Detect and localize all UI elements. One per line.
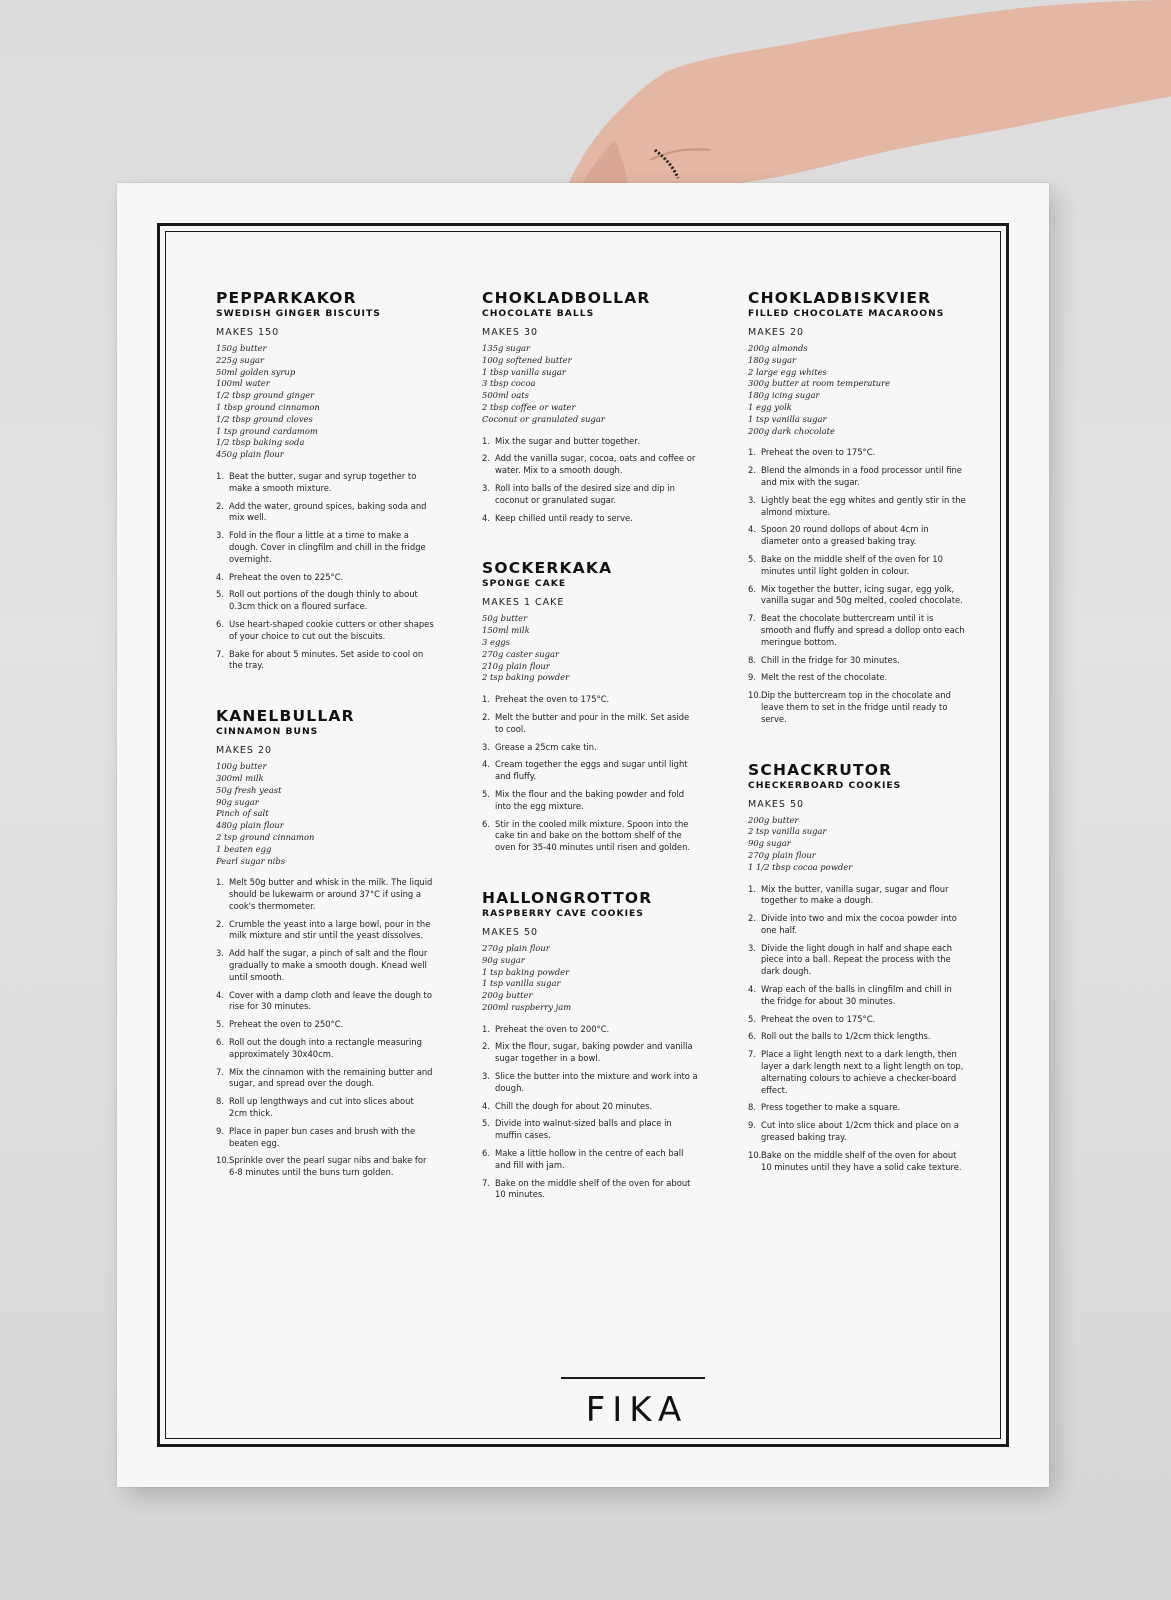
ingredient-item: 2 large egg whites	[748, 366, 827, 377]
recipe-title: PEPPARKAKOR	[216, 289, 357, 307]
recipe-block	[216, 290, 434, 672]
ingredient-item: 200ml raspberry jam	[482, 1001, 572, 1012]
step-item	[748, 613, 966, 648]
step-item	[748, 690, 966, 725]
step-number: 3.	[482, 1071, 490, 1082]
step-number: 7.	[748, 1049, 756, 1060]
step-item	[748, 1102, 966, 1114]
step-number: 10.	[748, 1149, 762, 1160]
ingredient-item: Pearl sugar nibs	[216, 855, 285, 866]
step-item	[748, 655, 966, 667]
ingredient-item: 1 tsp vanilla sugar	[748, 413, 827, 424]
step-text: Dip the buttercream top in the chocolate and leave them to set in the fridge until ready to serve.	[761, 690, 951, 724]
step-number: 4.	[748, 984, 756, 995]
ingredient-item: 50g fresh yeast	[216, 784, 282, 795]
step-text: Divide into two and mix the cocoa powder into one half.	[761, 913, 957, 935]
step-text: Grease a 25cm cake tin.	[495, 741, 597, 752]
step-text: Mix the flour and the baking powder and fold into the egg mixture.	[495, 788, 685, 811]
ingredient-item: 270g plain flour	[482, 942, 550, 953]
step-text: Cover with a damp cloth and leave the dough to rise for 30 minutes.	[229, 989, 432, 1012]
step-item	[482, 759, 700, 783]
step-item	[748, 672, 966, 684]
step-item	[482, 453, 700, 477]
step-text: Lightly beat the egg whites and gently stir in the almond mixture.	[761, 494, 966, 517]
step-number: 5.	[748, 553, 756, 564]
step-item	[482, 1148, 700, 1172]
ingredient-item: 1 tsp baking powder	[482, 966, 570, 977]
step-item	[482, 712, 700, 736]
step-item	[748, 1014, 966, 1026]
step-item	[216, 1126, 434, 1150]
recipe-yield: MAKES 50	[482, 926, 539, 938]
step-number: 1.	[482, 1023, 490, 1034]
ingredient-item: 1/2 tbsp ground ginger	[216, 390, 315, 401]
ingredient-list	[216, 343, 434, 461]
step-text: Spoon 20 round dollops of about 4cm in diameter onto a greased baking tray.	[761, 524, 929, 547]
step-number: 8.	[748, 1102, 756, 1113]
recipe-title: HALLONGROTTOR	[482, 888, 653, 907]
ingredient-item: 450g plain flour	[216, 449, 284, 460]
step-number: 3.	[748, 494, 756, 505]
step-number: 2.	[482, 711, 490, 722]
step-item	[482, 789, 700, 813]
ingredient-item: 300g butter at room temperature	[748, 378, 891, 389]
step-number: 7.	[482, 1177, 490, 1188]
recipe-yield: MAKES 150	[216, 327, 280, 338]
ingredient-item: 200g dark chocolate	[748, 425, 835, 436]
step-item	[482, 819, 700, 854]
step-text: Place a light length next to a dark length, then layer a dark length next to a light length on top, alternating colours to achieve a checker-board effect.	[761, 1049, 964, 1095]
ingredient-item: 1/2 tbsp baking soda	[216, 437, 305, 448]
ingredient-list	[216, 761, 434, 867]
step-list	[482, 1024, 700, 1202]
ingredient-list	[482, 943, 700, 1014]
ingredient-item: 135g sugar	[482, 343, 531, 353]
step-item	[482, 742, 700, 754]
step-number: 4.	[482, 512, 490, 523]
recipe-block	[482, 890, 700, 1201]
ingredient-item: Pinch of salt	[216, 808, 269, 819]
ingredient-item: 100ml water	[216, 378, 270, 389]
step-item	[216, 948, 434, 983]
ingredient-item: 180g icing sugar	[748, 390, 820, 401]
ingredient-item: 100g softened butter	[482, 354, 572, 365]
step-number: 3.	[482, 482, 490, 493]
step-number: 1.	[748, 447, 756, 458]
step-item	[748, 524, 966, 548]
step-number: 7.	[748, 613, 756, 624]
ingredient-list	[748, 343, 966, 437]
step-list	[482, 694, 700, 854]
recipe-block	[216, 708, 434, 1179]
step-item	[748, 884, 966, 908]
step-item	[216, 572, 434, 584]
step-text: Roll up lengthways and cut into slices about 2cm thick.	[229, 1096, 414, 1119]
step-list	[482, 436, 700, 525]
step-number: 4.	[216, 989, 224, 1000]
step-item	[482, 1101, 700, 1113]
step-number: 2.	[482, 1041, 490, 1052]
recipe-subtitle: RASPBERRY CAVE COOKIES	[482, 907, 644, 919]
ingredient-item: 1 tsp ground cardamom	[216, 425, 318, 436]
step-text: Preheat the oven to 175°C.	[761, 447, 876, 458]
step-text: Bake for about 5 minutes. Set aside to cool on the tray.	[229, 648, 424, 671]
step-number: 6.	[748, 583, 756, 594]
step-item	[216, 501, 434, 525]
recipe-block	[482, 560, 700, 854]
step-number: 8.	[216, 1096, 224, 1107]
recipe-subtitle: CHOCOLATE BALLS	[482, 308, 595, 319]
step-item	[216, 877, 434, 912]
step-text: Mix together the butter, icing sugar, egg yolk, vanilla sugar and 50g melted, cooled chocolate.	[761, 583, 963, 606]
step-list	[748, 447, 966, 725]
step-item	[216, 649, 434, 673]
step-text: Roll into balls of the desired size and dip in coconut or granulated sugar.	[495, 482, 675, 505]
step-text: Press together to make a square.	[761, 1102, 901, 1113]
ingredient-list	[482, 343, 700, 426]
step-number: 6.	[748, 1031, 756, 1042]
recipe-title: SCHACKRUTOR	[748, 760, 893, 779]
step-text: Slice the butter into the mixture and work into a dough.	[495, 1071, 698, 1093]
step-text: Roll out the balls to 1/2cm thick lengths.	[761, 1031, 931, 1042]
recipe-title: CHOKLADBISKVIER	[748, 289, 932, 307]
step-text: Crumble the yeast into a large bowl, pour in the milk mixture and stir until the yeast dissolves.	[229, 918, 431, 941]
step-item	[216, 1155, 434, 1179]
step-number: 1.	[748, 883, 756, 894]
recipe-subtitle: CINNAMON BUNS	[216, 726, 319, 738]
step-number: 5.	[216, 1019, 224, 1030]
step-item	[748, 447, 966, 459]
ingredient-item: 2 tsp baking powder	[482, 672, 570, 683]
recipe-yield: MAKES 30	[482, 327, 539, 338]
step-item	[748, 495, 966, 519]
step-text: Bake on the middle shelf of the oven for about 10 minutes.	[495, 1177, 691, 1200]
ingredient-item: 3 eggs	[482, 636, 510, 647]
poster-title: FIKA	[585, 1390, 689, 1430]
recipe-column-3	[748, 290, 966, 1209]
step-item	[216, 919, 434, 943]
step-item	[482, 1071, 700, 1095]
ingredient-item: 300ml milk	[216, 772, 264, 783]
recipe-title: CHOKLADBOLLAR	[482, 289, 651, 307]
step-text: Blend the almonds in a food processor until fine and mix with the sugar.	[761, 465, 962, 487]
ingredient-item: 3 tbsp cocoa	[482, 378, 536, 389]
ingredient-item: Coconut or granulated sugar	[482, 413, 605, 424]
step-number: 6.	[482, 1148, 490, 1159]
step-number: 1.	[216, 877, 224, 888]
step-item	[748, 584, 966, 608]
step-text: Place in paper bun cases and brush with the beaten egg.	[229, 1125, 416, 1148]
step-item	[216, 471, 434, 495]
step-text: Use heart-shaped cookie cutters or other shapes of your choice to cut out the biscuits.	[229, 618, 434, 641]
step-text: Keep chilled until ready to serve.	[495, 512, 633, 523]
step-number: 1.	[482, 694, 490, 705]
step-text: Mix the sugar and butter together.	[495, 435, 640, 446]
step-item	[216, 990, 434, 1014]
step-text: Mix the cinnamon with the remaining butter and sugar, and spread over the dough.	[229, 1066, 433, 1089]
step-number: 9.	[216, 1125, 224, 1136]
step-text: Preheat the oven to 175°C.	[495, 694, 610, 705]
step-number: 2.	[216, 500, 224, 511]
step-text: Add the water, ground spices, baking soda and mix well.	[229, 500, 427, 523]
step-text: Bake on the middle shelf of the oven for about 10 minutes until they have a solid cake texture.	[761, 1149, 962, 1172]
step-number: 5.	[482, 788, 490, 799]
step-item	[748, 1049, 966, 1096]
step-item	[748, 1031, 966, 1043]
step-item	[482, 513, 700, 525]
step-item	[216, 619, 434, 643]
step-text: Preheat the oven to 250°C.	[229, 1019, 344, 1030]
step-number: 2.	[482, 453, 490, 464]
recipe-yield: MAKES 20	[216, 745, 273, 757]
ingredient-item: 100g butter	[216, 761, 267, 772]
recipe-subtitle: SPONGE CAKE	[482, 578, 567, 590]
step-number: 6.	[482, 818, 490, 829]
ingredient-item: 200g almonds	[748, 343, 808, 353]
recipe-poster	[117, 183, 1049, 1487]
ingredient-item: 180g sugar	[748, 354, 797, 365]
step-text: Chill in the fridge for 30 minutes.	[761, 654, 900, 665]
step-text: Divide into walnut-sized balls and place in muffin cases.	[495, 1118, 672, 1141]
ingredient-item: 210g plain flour	[482, 660, 550, 671]
recipe-block	[748, 762, 966, 1174]
ingredient-item: 1 tbsp ground cinnamon	[216, 401, 320, 412]
step-number: 1.	[482, 435, 490, 446]
recipe-title: SOCKERKAKA	[482, 559, 613, 578]
ingredient-item: 50g butter	[482, 613, 528, 624]
step-text: Wrap each of the balls in clingfilm and chill in the fridge for about 30 minutes.	[761, 984, 952, 1006]
poster-frame-inner	[165, 231, 1001, 1439]
step-text: Roll out the dough into a rectangle measuring approximately 30x40cm.	[229, 1037, 422, 1059]
ingredient-list	[748, 815, 966, 874]
step-number: 4.	[748, 524, 756, 535]
step-item	[482, 1178, 700, 1202]
step-number: 9.	[748, 672, 756, 683]
ingredient-item: 200g butter	[748, 814, 799, 825]
step-number: 3.	[216, 530, 224, 541]
step-number: 6.	[216, 1037, 224, 1048]
step-text: Melt the butter and pour in the milk. Set aside to cool.	[495, 711, 690, 734]
step-text: Add the vanilla sugar, cocoa, oats and coffee or water. Mix to a smooth dough.	[495, 453, 696, 476]
ingredient-item: 90g sugar	[482, 954, 525, 965]
step-text: Bake on the middle shelf of the oven for 10 minutes until light golden in colour.	[761, 553, 943, 576]
ingredient-item: 2 tsp ground cinnamon	[216, 831, 315, 842]
recipe-yield: MAKES 1 CAKE	[482, 597, 565, 609]
step-text: Preheat the oven to 175°C.	[761, 1013, 876, 1024]
recipe-column-1	[216, 290, 434, 1215]
ingredient-item: 150g butter	[216, 343, 267, 353]
step-item	[482, 436, 700, 448]
step-text: Divide the light dough in half and shape each piece into a ball. Repeat the process with the dark dough.	[761, 942, 953, 977]
recipe-column-2	[482, 290, 700, 1237]
step-number: 3.	[482, 741, 490, 752]
ingredient-item: 1 egg yolk	[748, 401, 792, 412]
step-text: Beat the butter, sugar and syrup together to make a smooth mixture.	[229, 470, 417, 493]
step-item	[748, 554, 966, 578]
step-number: 7.	[216, 648, 224, 659]
step-text: Mix the butter, vanilla sugar, sugar and flour together to make a dough.	[761, 883, 949, 906]
step-item	[216, 530, 434, 565]
step-item	[216, 1067, 434, 1091]
step-number: 10.	[748, 690, 762, 701]
step-number: 1.	[216, 470, 224, 481]
step-list	[748, 884, 966, 1174]
recipe-subtitle: CHECKERBOARD COOKIES	[748, 779, 902, 791]
ingredient-list	[482, 613, 700, 684]
step-text: Stir in the cooled milk mixture. Spoon into the cake tin and bake on the bottom shelf of the oven for 35-40 minutes until risen and golden.	[495, 818, 691, 853]
step-text: Preheat the oven to 225°C.	[229, 571, 344, 582]
ingredient-item: 500ml oats	[482, 390, 529, 401]
recipe-yield: MAKES 50	[748, 798, 805, 810]
step-number: 5.	[748, 1013, 756, 1024]
step-number: 2.	[748, 913, 756, 924]
ingredient-item: 480g plain flour	[216, 820, 284, 831]
step-number: 5.	[482, 1118, 490, 1129]
step-item	[748, 465, 966, 489]
ingredient-item: 90g sugar	[216, 796, 259, 807]
step-number: 4.	[482, 759, 490, 770]
ingredient-item: 2 tbsp coffee or water	[482, 401, 576, 412]
ingredient-item: 1 beaten egg	[216, 843, 272, 854]
recipe-block	[748, 290, 966, 726]
step-item	[482, 1041, 700, 1065]
ingredient-item: 1 tbsp vanilla sugar	[482, 366, 566, 377]
ingredient-item: 225g sugar	[216, 354, 265, 365]
step-item	[216, 589, 434, 613]
step-text: Mix the flour, sugar, baking powder and vanilla sugar together in a bowl.	[495, 1041, 693, 1064]
ingredient-item: 1 tsp vanilla sugar	[482, 978, 561, 989]
step-text: Melt 50g butter and whisk in the milk. The liquid should be lukewarm or around 37°C if using a cook's thermometer.	[229, 877, 433, 911]
step-text: Chill the dough for about 20 minutes.	[495, 1100, 653, 1111]
step-list	[216, 471, 434, 672]
step-item	[748, 984, 966, 1008]
step-item	[748, 943, 966, 978]
step-item	[216, 1019, 434, 1031]
step-number: 6.	[216, 618, 224, 629]
ingredient-item: 2 tsp vanilla sugar	[748, 826, 827, 837]
step-number: 7.	[216, 1066, 224, 1077]
step-number: 2.	[748, 465, 756, 476]
step-number: 10.	[216, 1155, 230, 1166]
step-text: Roll out portions of the dough thinly to about 0.3cm thick on a floured surface.	[229, 589, 418, 612]
footer-rule	[561, 1377, 705, 1379]
step-text: Fold in the flour a little at a time to make a dough. Cover in clingfilm and chill in the fridge overnight.	[229, 530, 426, 564]
step-text: Sprinkle over the pearl sugar nibs and bake for 6-8 minutes until the buns turn golden.	[229, 1155, 427, 1178]
step-number: 4.	[482, 1100, 490, 1111]
step-item	[748, 913, 966, 937]
step-number: 2.	[216, 918, 224, 929]
step-item	[216, 1037, 434, 1061]
ingredient-item: 150ml milk	[482, 625, 530, 636]
step-item	[482, 1024, 700, 1036]
recipe-title: KANELBULLAR	[216, 707, 355, 726]
ingredient-item: 270g caster sugar	[482, 648, 560, 659]
ingredient-item: 1/2 tbsp ground cloves	[216, 413, 313, 424]
step-item	[482, 694, 700, 706]
step-text: Melt the rest of the chocolate.	[761, 672, 888, 683]
step-number: 8.	[748, 654, 756, 665]
step-item	[216, 1096, 434, 1120]
recipe-block	[482, 290, 700, 524]
step-item	[482, 483, 700, 507]
step-item	[482, 1118, 700, 1142]
step-text: Preheat the oven to 200°C.	[495, 1023, 610, 1034]
recipe-yield: MAKES 20	[748, 327, 805, 338]
step-number: 3.	[748, 942, 756, 953]
ingredient-item: 200g butter	[482, 990, 533, 1001]
step-text: Add half the sugar, a pinch of salt and the flour gradually to make a smooth dough. Knead well until smooth.	[229, 948, 428, 982]
step-item	[748, 1120, 966, 1144]
step-text: Cut into slice about 1/2cm thick and place on a greased baking tray.	[761, 1120, 959, 1143]
step-text: Make a little hollow in the centre of each ball and fill with jam.	[495, 1148, 684, 1170]
step-item	[748, 1150, 966, 1174]
poster-frame-outer	[157, 223, 1009, 1447]
step-number: 4.	[216, 571, 224, 582]
ingredient-item: 1 1/2 tbsp cocoa powder	[748, 861, 853, 872]
ingredient-item: 270g plain flour	[748, 849, 816, 860]
ingredient-item: 50ml golden syrup	[216, 366, 296, 377]
step-list	[216, 877, 434, 1179]
recipe-subtitle: SWEDISH GINGER BISCUITS	[216, 308, 381, 319]
step-number: 3.	[216, 948, 224, 959]
ingredient-item: 90g sugar	[748, 838, 791, 849]
step-text: Beat the chocolate buttercream until it is smooth and fluffy and spread a dollop onto each meringue bottom.	[761, 613, 965, 647]
recipe-subtitle: FILLED CHOCOLATE MACAROONS	[748, 308, 945, 319]
step-text: Cream together the eggs and sugar until light and fluffy.	[495, 759, 688, 782]
step-number: 5.	[216, 589, 224, 600]
step-number: 9.	[748, 1120, 756, 1131]
